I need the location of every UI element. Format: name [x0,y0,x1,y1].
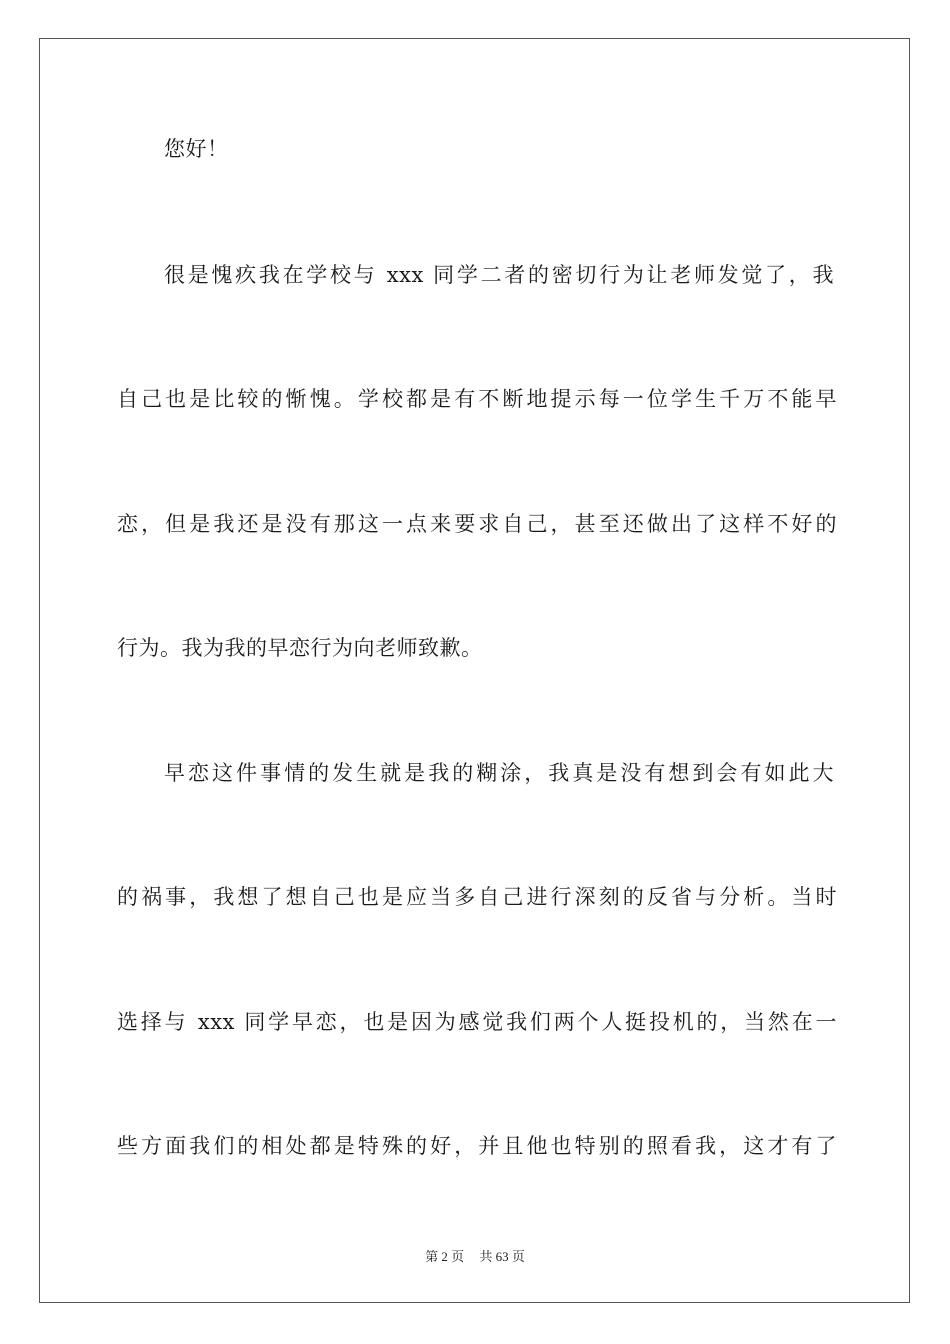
page-border [39,38,910,1303]
page-number: 第 2 页 [425,1249,465,1264]
paragraph-1-line-4: 行为。我为我的早恋行为向老师致歉。 [117,636,483,660]
greeting-line: 您好！ [164,137,229,161]
total-pages: 共 63 页 [479,1249,525,1264]
paragraph-2-line-2: 的祸事，我想了想自己也是应当多自己进行深刻的反省与分析。当时 [117,885,837,909]
paragraph-1-line-2: 自己也是比较的惭愧。学校都是有不断地提示每一位学生千万不能早 [117,387,837,411]
paragraph-1-line-1: 很是愧疚我在学校与 xxx 同学二者的密切行为让老师发觉了，我 [164,263,834,287]
paragraph-2-line-1: 早恋这件事情的发生就是我的糊涂，我真是没有想到会有如此大 [164,761,834,785]
paragraph-2-line-4: 些方面我们的相处都是特殊的好，并且他也特别的照看我，这才有了 [117,1134,837,1158]
page-footer [0,1247,950,1267]
paragraph-1-line-3: 恋，但是我还是没有那这一点来要求自己，甚至还做出了这样不好的 [117,512,837,536]
paragraph-2-line-3: 选择与 xxx 同学早恋，也是因为感觉我们两个人挺投机的，当然在一 [117,1010,837,1034]
